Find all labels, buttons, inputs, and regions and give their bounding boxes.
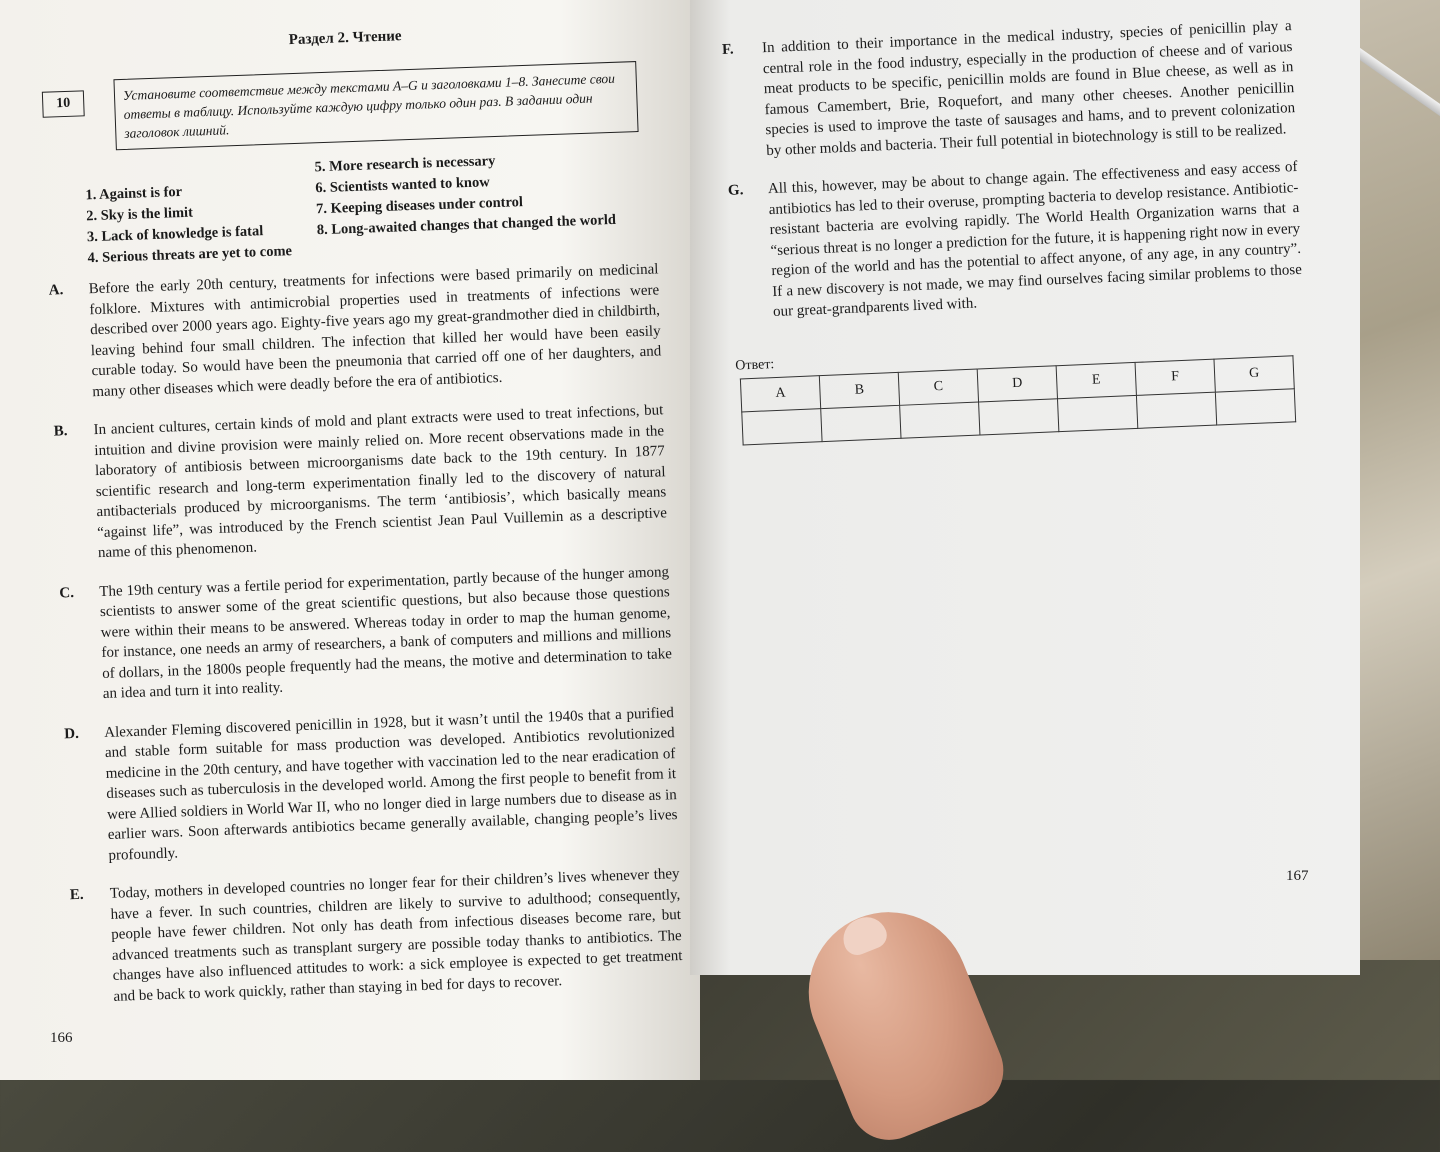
- text-body: All this, however, may be about to change again. The effectiveness and easy access of antibiotics has led to their overuse, prompting bacteria to develop resistance. Antibiotic-resistant bacteria are evolving rapidly. The World Health Organization warns that a “serious threat is no longer a prediction for the future, it is happening right now in every region of the world and has the potential to affect anyone, of any age, in any country”. If a new discovery is not made, we may find ourselves facing similar problems to those our great-grandparents lived with.: [767, 158, 1303, 321]
- text-body: Alexander Fleming discovered penicillin in 1928, but it wasn’t until the 1940s that a purified and stable form suitable for mass production was developed. Antibiotics revolutionized medicine in the 20th century, and have together with vaccination led to the near eradication of diseases such as tuberculosis in the developed world. Among the first people to benefit from it were Allied soldiers in World War II, who no longer died in large numbers due to disease as in earlier wars. Soon afterwards antibiotics became generally available, changing people’s lives profoundly.: [103, 704, 678, 864]
- text-body: The 19th century was a fertile period for experimentation, partly because of the hunger among scientists to answer some of the great scientific questions, but also because those questions were within their means to be answered. Whereas today in order to map the human genome, for instance, one needs an army of researchers, a bank of computers and millions and millions of dollars, in the 1800s people frequently had the means, the motive and determination to take an idea and turn it into reality.: [99, 563, 673, 703]
- answer-cell-f[interactable]: [1136, 392, 1216, 428]
- left-page: [0, 0, 700, 1080]
- page-number-right: 167: [1286, 868, 1309, 884]
- heading-item: 6. Scientists wanted to know: [315, 174, 490, 197]
- text-e: [70, 864, 684, 1008]
- heading-item: 4. Serious threats are yet to come: [87, 243, 293, 267]
- answer-cell-g[interactable]: [1215, 388, 1295, 424]
- task-header: [41, 61, 653, 153]
- heading-item: 2. Sky is the limit: [85, 204, 194, 225]
- text-letter: D.: [63, 725, 80, 742]
- text-body: Before the early 20th century, treatments for infections were based primarily on medicinal folklore. Mixtures with antimicrobial properties used in treatments of infections were described over 2000 years ago. Eighty-five years ago my great-grandmother died in childbirth, leaving behind four small children. The infection that killed her would have been easily curable today. So would have been the pneumonia that carried off one of her daughters, and many other diseases which were deadly before the era of antibiotics.: [88, 261, 662, 400]
- heading-item: 8. Long-awaited changes that changed the world: [316, 211, 617, 239]
- text-letter: C.: [59, 584, 75, 601]
- answer-column-header: C: [898, 369, 978, 405]
- text-letter: A.: [48, 282, 64, 299]
- answer-column-header: E: [1056, 362, 1136, 398]
- answer-cell-a[interactable]: [742, 408, 822, 444]
- answer-cell-b[interactable]: [821, 405, 901, 441]
- answer-column-header: A: [740, 375, 820, 411]
- task-number: 10: [42, 90, 85, 117]
- heading-item: 3. Lack of knowledge is fatal: [86, 223, 264, 246]
- text-letter: F.: [721, 41, 734, 58]
- answer-cell-c[interactable]: [900, 402, 980, 438]
- headings-list: [84, 145, 657, 269]
- answer-column-header: G: [1214, 355, 1294, 391]
- heading-item: 1. Against is for: [85, 183, 183, 204]
- answer-cell-d[interactable]: [979, 398, 1059, 434]
- answer-column-header: D: [977, 365, 1057, 401]
- text-letter: G.: [727, 182, 744, 199]
- heading-item: 5. More research is necessary: [314, 153, 496, 176]
- right-page: [690, 0, 1360, 975]
- text-body: In addition to their importance in the medical industry, species of penicillin play a central role in the food industry, especially in the production of cheese and of various meat products to be specific, penicillin molds are found in Blue cheese, as well as in famous Camembert, Brie, Roquefort, and many other cheeses. Another penicillin species is used to improve the taste of sausages and hams, and to prevent colonization by other molds and bacteria. Their full potential in biotechnology is still to be realized.: [761, 18, 1296, 159]
- text-letter: E.: [69, 886, 84, 904]
- text-body: Today, mothers in developed countries no longer fear for their children’s lives whenever they have a fever. In such countries, children are likely to survive to adulthood; consequently, people have fewer children. Not only has death from infectious diseases become rare, but advanced treatments such as transplant surgery are possible today thanks to antibiotics. The changes have also influenced attitudes to work: a sick employee is expected to get treatment and be back to work quickly, rather than staying in bed for days to recover.: [109, 866, 683, 1005]
- text-c: [59, 562, 673, 706]
- answer-label: Ответ:: [735, 356, 775, 374]
- text-g: [728, 157, 1304, 324]
- answer-column-header: F: [1135, 359, 1215, 395]
- task-instruction: Установите соответствие между текстами А–G и заголовками 1–8. Занесите свои ответы в таблицу. Используйте каждую цифру только один раз. В задании один заголовок лишний.: [113, 61, 638, 150]
- page-number-left: 166: [50, 1030, 73, 1046]
- answer-area: [735, 334, 1308, 445]
- answer-column-header: B: [819, 372, 899, 408]
- text-body: In ancient cultures, certain kinds of mold and plant extracts were used to treat infections, but intuition and divine provision were mainly relied on. More recent observations made in the laboratory of antibiosis between microorganisms date back to the 19th century. In 1877 scientific research and long-term experimentation finally led to the discovery of natural antibacterials produced by microorganisms. The term ‘antibiosis’, which basically means “against life”, was introduced by the French scientist Jean Paul Vuillemin as a descriptive name of this phenomenon.: [93, 402, 668, 562]
- text-letter: B.: [53, 423, 68, 440]
- text-f: [722, 16, 1297, 163]
- answer-cell-e[interactable]: [1057, 395, 1137, 431]
- text-a: [48, 259, 662, 403]
- heading-item: 7. Keeping diseases under control: [315, 194, 524, 218]
- text-d: [64, 703, 679, 868]
- section-header: Раздел 2. Чтение: [288, 28, 402, 49]
- text-b: [53, 400, 668, 565]
